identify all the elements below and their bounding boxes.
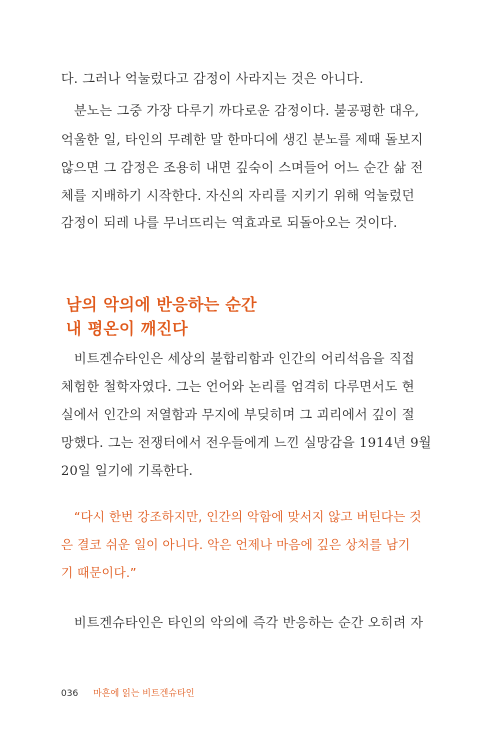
text-line: 비트겐슈타인은 타인의 악의에 즉각 반응하는 순간 오히려 자	[74, 616, 424, 631]
heading-line: 남의 악의에 반응하는 순간	[66, 295, 257, 314]
text-line: 않으면 그 감정은 조용히 내면 깊숙이 스며들어 어느 순간 삶 전	[61, 161, 424, 176]
quote-line: 은 결코 쉬운 일이 아니다. 악은 언제나 마음에 깊은 상처를 남기	[61, 537, 411, 552]
page-footer	[61, 686, 194, 699]
text-line: 비트겐슈타인은 세상의 불합리함과 인간의 어리석음을 직접	[74, 352, 415, 367]
text-line: 망했다. 그는 전쟁터에서 전우들에게 느낀 실망감을 1914년 9월	[61, 436, 432, 451]
quote-line: 기 때문이다.”	[61, 565, 137, 580]
running-title: 마흔에 읽는 비트겐슈타인	[93, 689, 195, 699]
text-line: 분노는 그중 가장 다루기 까다로운 감정이다. 불공평한 대우,	[74, 104, 420, 119]
quote-line: “다시 한번 강조하지만, 인간의 악함에 맞서지 않고 버틴다는 것	[74, 509, 422, 524]
text-line: 다. 그러나 억눌렀다고 감정이 사라지는 것은 아니다.	[61, 72, 364, 87]
text-line: 20일 일기에 기록한다.	[61, 464, 194, 479]
text-line: 감정이 되레 나를 무너뜨리는 역효과로 되돌아오는 것이다.	[61, 216, 398, 231]
text-line: 체험한 철학자였다. 그는 언어와 논리를 엄격히 다루면서도 현	[61, 380, 415, 395]
text-line: 실에서 인간의 저열함과 무지에 부딪히며 그 괴리에서 깊이 절	[61, 408, 415, 423]
text-line: 억울한 일, 타인의 무례한 말 한마디에 생긴 분노를 제때 돌보지	[61, 133, 424, 148]
text-line: 체를 지배하기 시작한다. 자신의 자리를 지키기 위해 억눌렀던	[61, 189, 415, 204]
page-number: 036	[61, 689, 79, 699]
heading-line: 내 평온이 깨진다	[66, 319, 189, 338]
